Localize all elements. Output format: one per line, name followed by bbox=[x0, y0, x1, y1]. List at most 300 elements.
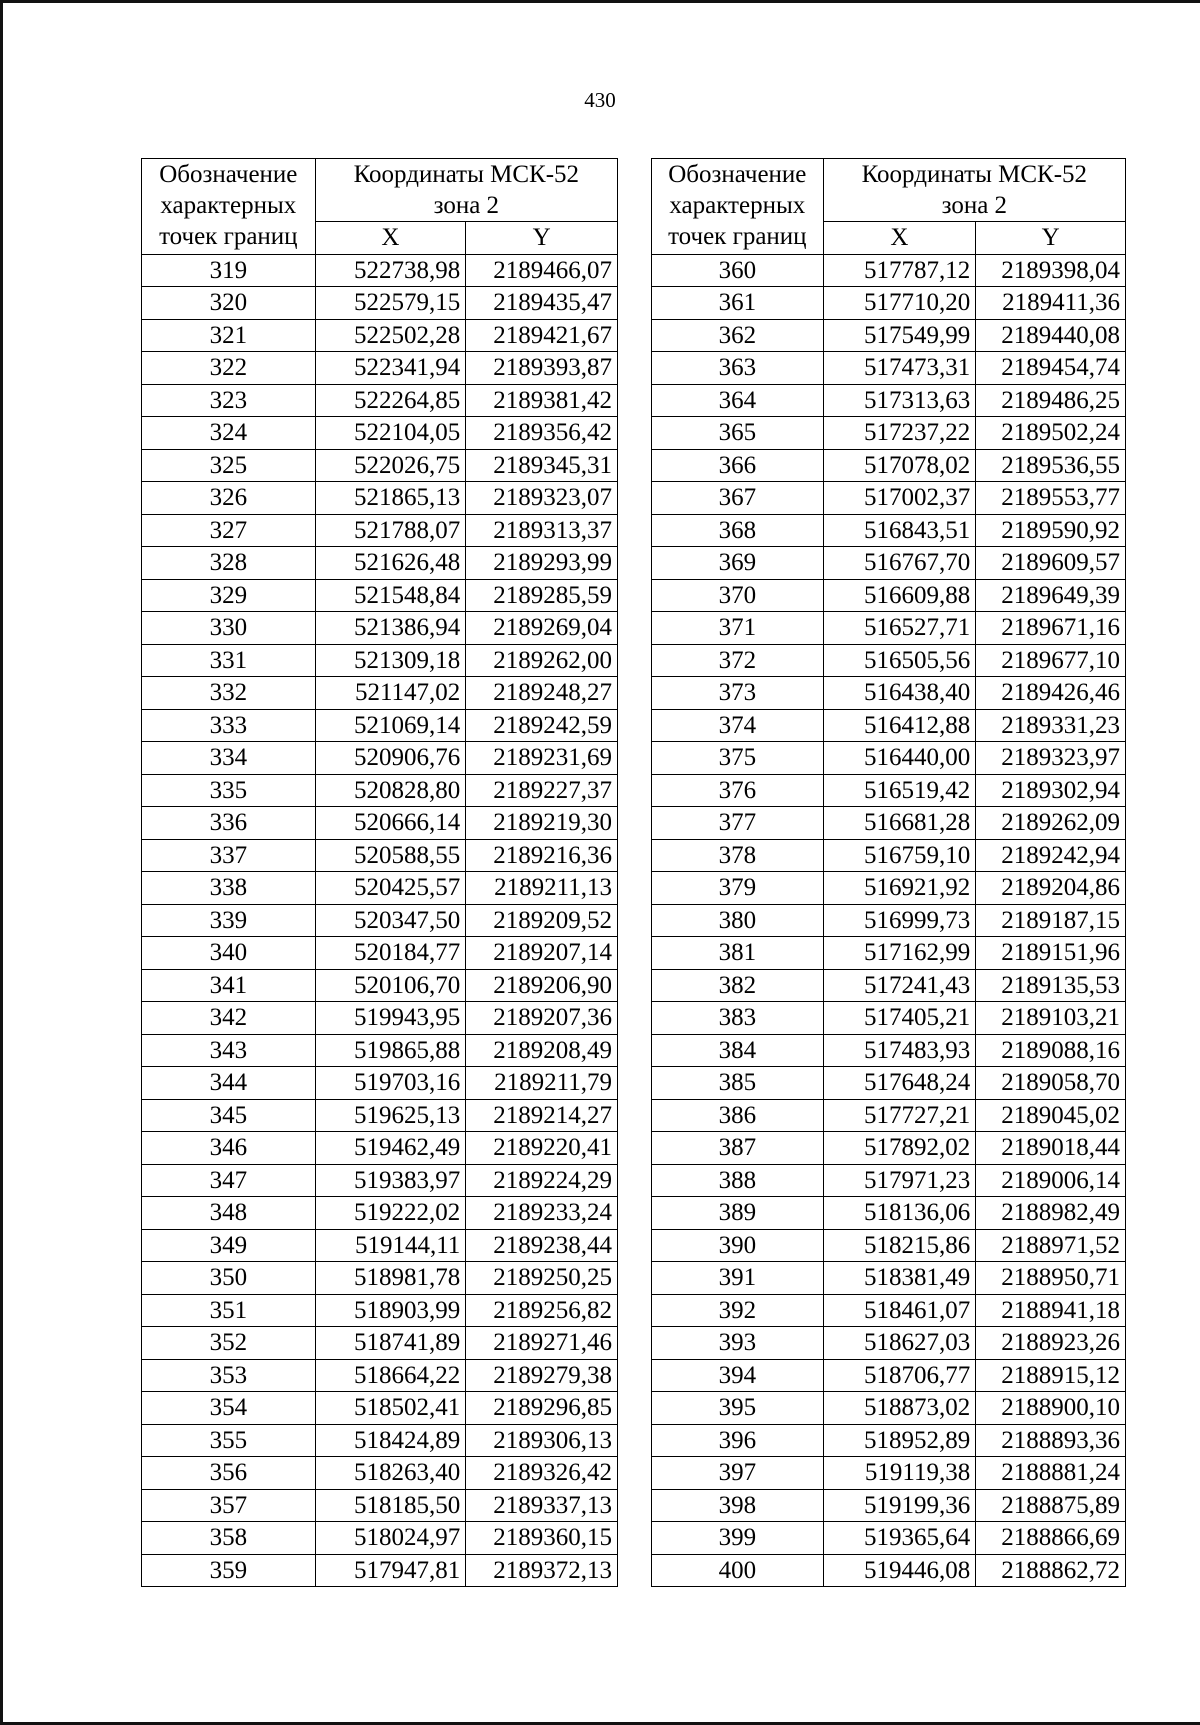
table-row bbox=[142, 352, 618, 385]
y-coordinate-cell: 2189216,36 bbox=[466, 839, 618, 872]
table-row bbox=[652, 937, 1126, 970]
point-number-cell: 377 bbox=[652, 807, 824, 840]
table-row bbox=[652, 677, 1126, 710]
point-number-cell: 339 bbox=[142, 904, 316, 937]
table-row bbox=[142, 904, 618, 937]
table-row bbox=[142, 482, 618, 515]
point-number-cell: 373 bbox=[652, 677, 824, 710]
x-coordinate-cell: 516767,70 bbox=[823, 547, 976, 580]
table-row bbox=[142, 872, 618, 905]
y-coordinate-cell: 2189553,77 bbox=[976, 482, 1126, 515]
x-coordinate-cell: 519199,36 bbox=[823, 1489, 976, 1522]
table-row bbox=[652, 1554, 1126, 1587]
y-coordinate-cell: 2189088,16 bbox=[976, 1034, 1126, 1067]
table-row bbox=[652, 1359, 1126, 1392]
table-row bbox=[142, 612, 618, 645]
point-number-cell: 353 bbox=[142, 1359, 316, 1392]
designation-header-line-2: характерных bbox=[160, 192, 297, 219]
y-coordinate-cell: 2189536,55 bbox=[976, 449, 1126, 482]
point-number-cell: 341 bbox=[142, 969, 316, 1002]
y-coordinate-cell: 2189209,52 bbox=[466, 904, 618, 937]
y-coordinate-cell: 2188881,24 bbox=[976, 1457, 1126, 1490]
x-coordinate-cell: 519365,64 bbox=[823, 1522, 976, 1555]
table-row bbox=[652, 417, 1126, 450]
y-coordinate-cell: 2189211,13 bbox=[466, 872, 618, 905]
point-number-cell: 393 bbox=[652, 1327, 824, 1360]
x-coordinate-cell: 517002,37 bbox=[823, 482, 976, 515]
point-number-cell: 333 bbox=[142, 709, 316, 742]
y-coordinate-cell: 2189454,74 bbox=[976, 352, 1126, 385]
x-coordinate-cell: 519625,13 bbox=[315, 1099, 466, 1132]
y-coordinate-cell: 2188893,36 bbox=[976, 1424, 1126, 1457]
y-coordinate-cell: 2189609,57 bbox=[976, 547, 1126, 580]
table-row bbox=[142, 1489, 618, 1522]
x-coordinate-cell: 518424,89 bbox=[315, 1424, 466, 1457]
y-coordinate-cell: 2189671,16 bbox=[976, 612, 1126, 645]
y-coordinate-cell: 2189018,44 bbox=[976, 1132, 1126, 1165]
y-coordinate-cell: 2188862,72 bbox=[976, 1554, 1126, 1587]
x-coordinate-cell: 516505,56 bbox=[823, 644, 976, 677]
y-coordinate-cell: 2189227,37 bbox=[466, 774, 618, 807]
table-row bbox=[142, 1392, 618, 1425]
x-coordinate-cell: 522341,94 bbox=[315, 352, 466, 385]
y-coordinate-cell: 2189285,59 bbox=[466, 579, 618, 612]
table-row bbox=[142, 969, 618, 1002]
point-number-cell: 350 bbox=[142, 1262, 316, 1295]
y-coordinate-cell: 2189248,27 bbox=[466, 677, 618, 710]
point-number-cell: 351 bbox=[142, 1294, 316, 1327]
point-number-cell: 324 bbox=[142, 417, 316, 450]
y-coordinate-cell: 2189331,23 bbox=[976, 709, 1126, 742]
point-number-cell: 362 bbox=[652, 319, 824, 352]
table-row bbox=[142, 1197, 618, 1230]
table-row bbox=[652, 1197, 1126, 1230]
table-row bbox=[652, 1262, 1126, 1295]
x-coordinate-cell: 520184,77 bbox=[315, 937, 466, 970]
y-coordinate-cell: 2189006,14 bbox=[976, 1164, 1126, 1197]
coordinates-header bbox=[823, 159, 1125, 222]
y-coordinate-cell: 2189269,04 bbox=[466, 612, 618, 645]
table-row bbox=[652, 1229, 1126, 1262]
point-number-cell: 345 bbox=[142, 1099, 316, 1132]
y-coordinate-cell: 2189323,97 bbox=[976, 742, 1126, 775]
y-coordinate-cell: 2189486,25 bbox=[976, 384, 1126, 417]
x-coordinate-cell: 517971,23 bbox=[823, 1164, 976, 1197]
x-coordinate-cell: 519865,88 bbox=[315, 1034, 466, 1067]
table-row bbox=[142, 774, 618, 807]
point-number-cell: 335 bbox=[142, 774, 316, 807]
point-number-cell: 329 bbox=[142, 579, 316, 612]
y-coordinate-cell: 2189279,38 bbox=[466, 1359, 618, 1392]
x-coordinate-cell: 518263,40 bbox=[315, 1457, 466, 1490]
x-coordinate-cell: 518024,97 bbox=[315, 1522, 466, 1555]
y-coordinate-cell: 2189262,00 bbox=[466, 644, 618, 677]
table-row bbox=[142, 449, 618, 482]
table-row bbox=[652, 352, 1126, 385]
coordinates-table-left bbox=[141, 158, 618, 1587]
table-row bbox=[142, 644, 618, 677]
x-coordinate-cell: 518952,89 bbox=[823, 1424, 976, 1457]
coordinates-table-right-body bbox=[652, 254, 1126, 1587]
x-coordinate-cell: 517405,21 bbox=[823, 1002, 976, 1035]
point-number-cell: 346 bbox=[142, 1132, 316, 1165]
x-coordinate-cell: 516681,28 bbox=[823, 807, 976, 840]
x-coordinate-cell: 518873,02 bbox=[823, 1392, 976, 1425]
point-number-cell: 358 bbox=[142, 1522, 316, 1555]
point-number-cell: 366 bbox=[652, 449, 824, 482]
table-row bbox=[142, 742, 618, 775]
point-number-cell: 326 bbox=[142, 482, 316, 515]
point-number-cell: 361 bbox=[652, 287, 824, 320]
x-coordinate-cell: 517947,81 bbox=[315, 1554, 466, 1587]
table-row bbox=[652, 774, 1126, 807]
x-coordinate-cell: 517473,31 bbox=[823, 352, 976, 385]
x-coordinate-cell: 520906,76 bbox=[315, 742, 466, 775]
table-row bbox=[652, 1132, 1126, 1165]
y-coordinate-cell: 2188982,49 bbox=[976, 1197, 1126, 1230]
designation-header-line-3: точек границ bbox=[159, 223, 298, 250]
point-number-cell: 320 bbox=[142, 287, 316, 320]
y-coordinate-cell: 2189231,69 bbox=[466, 742, 618, 775]
x-coordinate-cell: 522026,75 bbox=[315, 449, 466, 482]
point-number-cell: 385 bbox=[652, 1067, 824, 1100]
point-number-cell: 372 bbox=[652, 644, 824, 677]
coordinates-table-left-body bbox=[142, 254, 618, 1587]
table-row bbox=[142, 1424, 618, 1457]
x-coordinate-cell: 517313,63 bbox=[823, 384, 976, 417]
x-coordinate-cell: 518981,78 bbox=[315, 1262, 466, 1295]
table-row bbox=[652, 644, 1126, 677]
table-row bbox=[652, 547, 1126, 580]
point-number-cell: 332 bbox=[142, 677, 316, 710]
x-coordinate-cell: 522264,85 bbox=[315, 384, 466, 417]
point-number-cell: 398 bbox=[652, 1489, 824, 1522]
x-coordinate-cell: 518903,99 bbox=[315, 1294, 466, 1327]
y-coordinate-cell: 2189421,67 bbox=[466, 319, 618, 352]
y-coordinate-cell: 2189233,24 bbox=[466, 1197, 618, 1230]
x-coordinate-cell: 516843,51 bbox=[823, 514, 976, 547]
table-row bbox=[652, 514, 1126, 547]
x-coordinate-cell: 520828,80 bbox=[315, 774, 466, 807]
y-coordinate-cell: 2189103,21 bbox=[976, 1002, 1126, 1035]
point-number-cell: 321 bbox=[142, 319, 316, 352]
table-row bbox=[652, 612, 1126, 645]
table-row bbox=[142, 417, 618, 450]
y-coordinate-cell: 2189293,99 bbox=[466, 547, 618, 580]
table-row bbox=[652, 1099, 1126, 1132]
point-number-cell: 382 bbox=[652, 969, 824, 1002]
y-coordinate-cell: 2189337,13 bbox=[466, 1489, 618, 1522]
y-coordinate-cell: 2189313,37 bbox=[466, 514, 618, 547]
x-coordinate-cell: 516519,42 bbox=[823, 774, 976, 807]
table-row bbox=[142, 807, 618, 840]
y-coordinate-cell: 2189058,70 bbox=[976, 1067, 1126, 1100]
point-number-cell: 395 bbox=[652, 1392, 824, 1425]
point-number-cell: 384 bbox=[652, 1034, 824, 1067]
x-coordinate-cell: 516412,88 bbox=[823, 709, 976, 742]
y-coordinate-cell: 2188923,26 bbox=[976, 1327, 1126, 1360]
x-coordinate-cell: 520666,14 bbox=[315, 807, 466, 840]
x-coordinate-cell: 519462,49 bbox=[315, 1132, 466, 1165]
point-number-cell: 370 bbox=[652, 579, 824, 612]
x-coordinate-cell: 517892,02 bbox=[823, 1132, 976, 1165]
x-coordinate-cell: 518627,03 bbox=[823, 1327, 976, 1360]
point-number-cell: 336 bbox=[142, 807, 316, 840]
point-number-cell: 364 bbox=[652, 384, 824, 417]
y-coordinate-cell: 2189502,24 bbox=[976, 417, 1126, 450]
table-row bbox=[142, 1002, 618, 1035]
table-row bbox=[142, 254, 618, 287]
x-coordinate-cell: 521788,07 bbox=[315, 514, 466, 547]
point-number-cell: 357 bbox=[142, 1489, 316, 1522]
x-coordinate-cell: 518741,89 bbox=[315, 1327, 466, 1360]
coordinates-header-line-1: Координаты МСК-52 bbox=[353, 161, 580, 188]
x-coordinate-cell: 519446,08 bbox=[823, 1554, 976, 1587]
x-coordinate-cell: 520425,57 bbox=[315, 872, 466, 905]
x-coordinate-cell: 519703,16 bbox=[315, 1067, 466, 1100]
table-row bbox=[142, 547, 618, 580]
scan-border-left bbox=[0, 0, 3, 1725]
x-coordinate-cell: 517787,12 bbox=[823, 254, 976, 287]
table-row bbox=[652, 969, 1126, 1002]
point-number-cell: 371 bbox=[652, 612, 824, 645]
x-coordinate-cell: 519222,02 bbox=[315, 1197, 466, 1230]
y-coordinate-cell: 2189426,46 bbox=[976, 677, 1126, 710]
y-coordinate-cell: 2189238,44 bbox=[466, 1229, 618, 1262]
scan-border-top bbox=[0, 0, 1200, 3]
y-coordinate-cell: 2189219,30 bbox=[466, 807, 618, 840]
designation-header-line-3: точек границ bbox=[668, 223, 807, 250]
y-coordinate-cell: 2189590,92 bbox=[976, 514, 1126, 547]
y-coordinate-cell: 2189466,07 bbox=[466, 254, 618, 287]
table-row bbox=[142, 514, 618, 547]
point-number-cell: 325 bbox=[142, 449, 316, 482]
point-number-cell: 363 bbox=[652, 352, 824, 385]
point-number-cell: 388 bbox=[652, 1164, 824, 1197]
x-coordinate-cell: 518461,07 bbox=[823, 1294, 976, 1327]
x-coordinate-cell: 517162,99 bbox=[823, 937, 976, 970]
x-coordinate-cell: 518381,49 bbox=[823, 1262, 976, 1295]
x-coordinate-cell: 522579,15 bbox=[315, 287, 466, 320]
table-row bbox=[142, 287, 618, 320]
y-coordinate-cell: 2188971,52 bbox=[976, 1229, 1126, 1262]
point-number-cell: 392 bbox=[652, 1294, 824, 1327]
point-number-cell: 380 bbox=[652, 904, 824, 937]
x-coordinate-cell: 518185,50 bbox=[315, 1489, 466, 1522]
table-row bbox=[652, 709, 1126, 742]
table-row bbox=[142, 1164, 618, 1197]
y-coordinate-cell: 2189214,27 bbox=[466, 1099, 618, 1132]
x-coordinate-cell: 519383,97 bbox=[315, 1164, 466, 1197]
x-coordinate-cell: 521069,14 bbox=[315, 709, 466, 742]
x-coordinate-cell: 518706,77 bbox=[823, 1359, 976, 1392]
x-coordinate-cell: 521147,02 bbox=[315, 677, 466, 710]
coordinates-header bbox=[315, 159, 617, 222]
x-coordinate-cell: 516999,73 bbox=[823, 904, 976, 937]
x-coordinate-cell: 520347,50 bbox=[315, 904, 466, 937]
y-coordinate-cell: 2189242,94 bbox=[976, 839, 1126, 872]
table-row bbox=[142, 1294, 618, 1327]
y-coordinate-cell: 2189045,02 bbox=[976, 1099, 1126, 1132]
table-row bbox=[652, 1457, 1126, 1490]
table-row bbox=[652, 319, 1126, 352]
table-row bbox=[142, 1457, 618, 1490]
y-coordinate-cell: 2189207,36 bbox=[466, 1002, 618, 1035]
y-coordinate-cell: 2189302,94 bbox=[976, 774, 1126, 807]
table-row bbox=[142, 1327, 618, 1360]
table-row bbox=[652, 904, 1126, 937]
table-row bbox=[652, 807, 1126, 840]
point-number-cell: 387 bbox=[652, 1132, 824, 1165]
designation-header bbox=[142, 159, 316, 255]
x-coordinate-cell: 516609,88 bbox=[823, 579, 976, 612]
x-coordinate-cell: 517648,24 bbox=[823, 1067, 976, 1100]
point-number-cell: 374 bbox=[652, 709, 824, 742]
point-number-cell: 378 bbox=[652, 839, 824, 872]
table-row bbox=[652, 579, 1126, 612]
x-coordinate-cell: 516759,10 bbox=[823, 839, 976, 872]
x-coordinate-cell: 518136,06 bbox=[823, 1197, 976, 1230]
table-row bbox=[142, 839, 618, 872]
point-number-cell: 365 bbox=[652, 417, 824, 450]
point-number-cell: 344 bbox=[142, 1067, 316, 1100]
table-row bbox=[652, 254, 1126, 287]
y-coordinate-cell: 2189296,85 bbox=[466, 1392, 618, 1425]
y-coordinate-cell: 2189135,53 bbox=[976, 969, 1126, 1002]
table-row bbox=[142, 1554, 618, 1587]
designation-header-line-1: Обозначение bbox=[668, 161, 807, 188]
y-coordinate-cell: 2189372,13 bbox=[466, 1554, 618, 1587]
point-number-cell: 369 bbox=[652, 547, 824, 580]
y-coordinate-cell: 2189187,15 bbox=[976, 904, 1126, 937]
x-coordinate-cell: 518215,86 bbox=[823, 1229, 976, 1262]
y-coordinate-cell: 2189323,07 bbox=[466, 482, 618, 515]
table-row bbox=[652, 1164, 1126, 1197]
point-number-cell: 396 bbox=[652, 1424, 824, 1457]
y-coordinate-cell: 2189345,31 bbox=[466, 449, 618, 482]
y-coordinate-cell: 2189250,25 bbox=[466, 1262, 618, 1295]
y-coordinate-cell: 2189398,04 bbox=[976, 254, 1126, 287]
y-coordinate-cell: 2189211,79 bbox=[466, 1067, 618, 1100]
point-number-cell: 356 bbox=[142, 1457, 316, 1490]
y-coordinate-cell: 2189256,82 bbox=[466, 1294, 618, 1327]
y-coordinate-cell: 2189204,86 bbox=[976, 872, 1126, 905]
point-number-cell: 381 bbox=[652, 937, 824, 970]
y-coordinate-cell: 2189242,59 bbox=[466, 709, 618, 742]
table-row bbox=[142, 709, 618, 742]
table-row bbox=[652, 1034, 1126, 1067]
table-row bbox=[142, 1099, 618, 1132]
x-coordinate-cell: 519119,38 bbox=[823, 1457, 976, 1490]
y-coordinate-cell: 2189393,87 bbox=[466, 352, 618, 385]
table-row bbox=[142, 1132, 618, 1165]
y-coordinate-cell: 2189411,36 bbox=[976, 287, 1126, 320]
x-coordinate-cell: 516921,92 bbox=[823, 872, 976, 905]
table-row bbox=[142, 384, 618, 417]
table-row bbox=[142, 1522, 618, 1555]
table-row bbox=[142, 677, 618, 710]
point-number-cell: 352 bbox=[142, 1327, 316, 1360]
y-coordinate-cell: 2189435,47 bbox=[466, 287, 618, 320]
table-row bbox=[652, 742, 1126, 775]
point-number-cell: 390 bbox=[652, 1229, 824, 1262]
point-number-cell: 397 bbox=[652, 1457, 824, 1490]
point-number-cell: 322 bbox=[142, 352, 316, 385]
table-row bbox=[142, 1359, 618, 1392]
x-coordinate-cell: 517710,20 bbox=[823, 287, 976, 320]
coordinates-table-right bbox=[651, 158, 1126, 1587]
y-coordinate-cell: 2189326,42 bbox=[466, 1457, 618, 1490]
x-coordinate-cell: 518664,22 bbox=[315, 1359, 466, 1392]
point-number-cell: 383 bbox=[652, 1002, 824, 1035]
y-coordinate-cell: 2189224,29 bbox=[466, 1164, 618, 1197]
coordinates-header-line-1: Координаты МСК-52 bbox=[861, 161, 1088, 188]
table-row bbox=[652, 384, 1126, 417]
point-number-cell: 327 bbox=[142, 514, 316, 547]
y-coordinate-cell: 2188900,10 bbox=[976, 1392, 1126, 1425]
table-row bbox=[652, 449, 1126, 482]
designation-header-line-1: Обозначение bbox=[159, 161, 298, 188]
x-coordinate-cell: 517549,99 bbox=[823, 319, 976, 352]
y-coordinate-cell: 2189356,42 bbox=[466, 417, 618, 450]
y-coordinate-cell: 2189381,42 bbox=[466, 384, 618, 417]
point-number-cell: 394 bbox=[652, 1359, 824, 1392]
y-coordinate-cell: 2189271,46 bbox=[466, 1327, 618, 1360]
point-number-cell: 342 bbox=[142, 1002, 316, 1035]
point-number-cell: 379 bbox=[652, 872, 824, 905]
point-number-cell: 319 bbox=[142, 254, 316, 287]
x-coordinate-cell: 521548,84 bbox=[315, 579, 466, 612]
y-coordinate-cell: 2189360,15 bbox=[466, 1522, 618, 1555]
point-number-cell: 376 bbox=[652, 774, 824, 807]
x-coordinate-cell: 516438,40 bbox=[823, 677, 976, 710]
table-row bbox=[142, 1067, 618, 1100]
x-coordinate-cell: 520588,55 bbox=[315, 839, 466, 872]
y-coordinate-cell: 2189677,10 bbox=[976, 644, 1126, 677]
page-number: 430 bbox=[584, 88, 616, 112]
x-coordinate-cell: 521309,18 bbox=[315, 644, 466, 677]
point-number-cell: 399 bbox=[652, 1522, 824, 1555]
point-number-cell: 340 bbox=[142, 937, 316, 970]
point-number-cell: 354 bbox=[142, 1392, 316, 1425]
point-number-cell: 359 bbox=[142, 1554, 316, 1587]
table-row bbox=[652, 1522, 1126, 1555]
point-number-cell: 323 bbox=[142, 384, 316, 417]
y-coordinate-cell: 2189220,41 bbox=[466, 1132, 618, 1165]
x-coordinate-cell: 519144,11 bbox=[315, 1229, 466, 1262]
x-column-header: X bbox=[823, 222, 976, 255]
x-coordinate-cell: 522738,98 bbox=[315, 254, 466, 287]
y-coordinate-cell: 2189649,39 bbox=[976, 579, 1126, 612]
y-column-header: Y bbox=[466, 222, 618, 255]
x-coordinate-cell: 518502,41 bbox=[315, 1392, 466, 1425]
table-row bbox=[652, 1327, 1126, 1360]
point-number-cell: 330 bbox=[142, 612, 316, 645]
point-number-cell: 355 bbox=[142, 1424, 316, 1457]
point-number-cell: 400 bbox=[652, 1554, 824, 1587]
table-row bbox=[652, 872, 1126, 905]
point-number-cell: 375 bbox=[652, 742, 824, 775]
y-coordinate-cell: 2189306,13 bbox=[466, 1424, 618, 1457]
point-number-cell: 360 bbox=[652, 254, 824, 287]
y-coordinate-cell: 2189206,90 bbox=[466, 969, 618, 1002]
x-coordinate-cell: 517078,02 bbox=[823, 449, 976, 482]
x-coordinate-cell: 521386,94 bbox=[315, 612, 466, 645]
point-number-cell: 328 bbox=[142, 547, 316, 580]
point-number-cell: 386 bbox=[652, 1099, 824, 1132]
x-coordinate-cell: 522502,28 bbox=[315, 319, 466, 352]
table-row bbox=[142, 937, 618, 970]
